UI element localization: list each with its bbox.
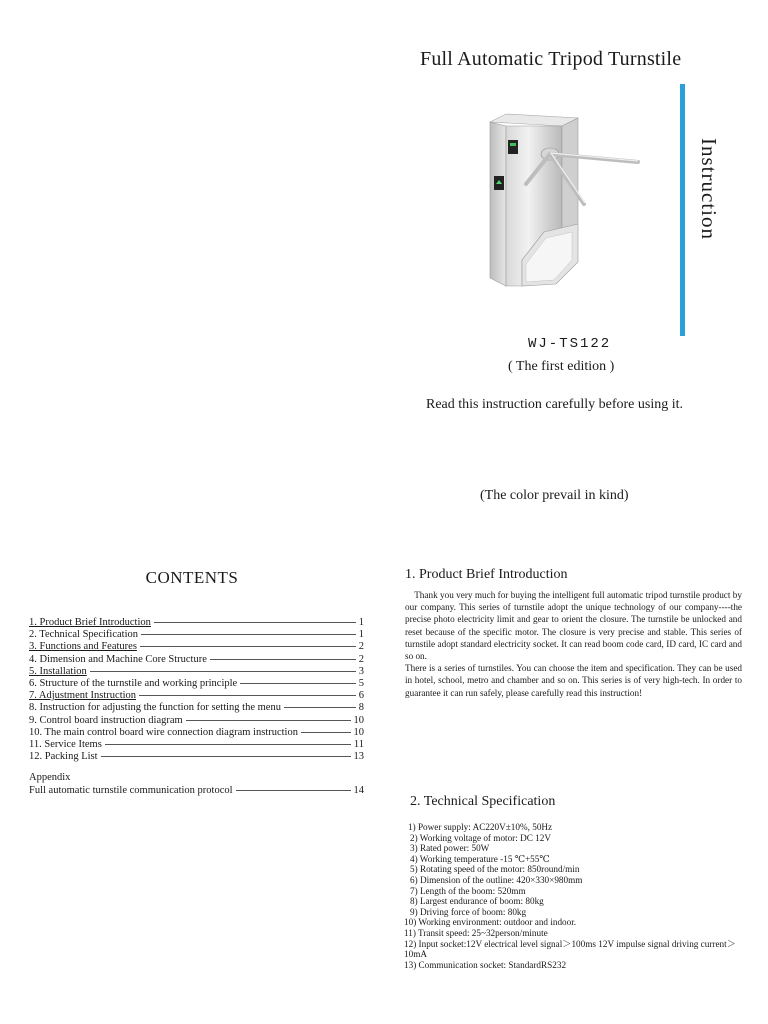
spec-item: 1) Power supply: AC220V±10%, 50Hz bbox=[408, 822, 553, 832]
appendix-label: Appendix bbox=[29, 772, 71, 783]
toc-item[interactable]: 8. Instruction for adjusting the function for setting the menu 8 bbox=[29, 702, 364, 714]
spec-item: 11) Transit speed: 25~32person/minute bbox=[404, 927, 548, 938]
toc-item[interactable]: 9. Control board instruction diagram 10 bbox=[29, 714, 364, 726]
toc-item[interactable]: 11. Service Items 11 bbox=[29, 739, 364, 751]
product-intro-body bbox=[405, 589, 742, 699]
toc-item[interactable]: 2. Technical Specification 1 bbox=[29, 629, 364, 641]
color-disclaimer: (The color prevail in kind) bbox=[480, 488, 629, 503]
document-title: Full Automatic Tripod Turnstile bbox=[420, 48, 682, 70]
table-of-contents bbox=[29, 617, 364, 763]
spec-item: 7) Length of the boom: 520mm bbox=[410, 885, 526, 896]
intro-paragraph: Thank you very much for buying the intelligent full automatic tripod turnstile product by our company. This series of turnstile adopt the unique technology of our company----the precise photo electricity limit and gear to orient the closure. The turnstile be unlocked and reset because of the specific motor. The closure is very precise and stable. This series of turnstile adopt standard electricity socket. It can read boom code card, ID card, IC card and so on. bbox=[405, 590, 742, 662]
spec-item: 2) Working voltage of motor: DC 12V bbox=[410, 832, 551, 843]
toc-item[interactable]: 6. Structure of the turnstile and working principle 5 bbox=[29, 678, 364, 690]
spec-item: 8) Largest endurance of boom: 80kg bbox=[410, 896, 544, 907]
contents-heading: CONTENTS bbox=[145, 568, 239, 587]
spec-item: 4) Working temperature -15 ℃+55℃ bbox=[410, 853, 550, 864]
toc-item[interactable]: 10. The main control board wire connection diagram instruction 10 bbox=[29, 726, 364, 738]
model-number: WJ-TS122 bbox=[528, 336, 612, 352]
edition-label: ( The first edition ) bbox=[508, 359, 615, 374]
section-heading-technical-spec: 2. Technical Specification bbox=[410, 794, 556, 809]
toc-appendix-item[interactable]: Full automatic turnstile communication protocol 14 bbox=[29, 785, 364, 796]
toc-item[interactable]: 3. Functions and Features 2 bbox=[29, 641, 364, 653]
toc-item[interactable]: 5. Installation 3 bbox=[29, 665, 364, 677]
vertical-instruction-label: Instruction bbox=[697, 138, 721, 240]
toc-item[interactable]: 4. Dimension and Machine Core Structure 2 bbox=[29, 653, 364, 665]
spec-item: 10) Working environment: outdoor and indoor. bbox=[404, 917, 577, 928]
intro-paragraph: There is a series of turnstiles. You can choose the item and specification. They can be used in hotel, school, metro and chamber and so on. This series is of very high-tech. In order to guarantee it can run safely, please carefully read this instruction! bbox=[405, 663, 742, 698]
toc-item[interactable]: 12. Packing List 13 bbox=[29, 751, 364, 763]
technical-spec-list bbox=[404, 822, 749, 970]
spec-item: 9) Driving force of boom: 80kg bbox=[410, 906, 527, 917]
read-instruction-note: Read this instruction carefully before using it. bbox=[426, 397, 683, 412]
accent-bar bbox=[680, 84, 685, 336]
section-heading-product-intro: 1. Product Brief Introduction bbox=[405, 567, 568, 582]
spec-item: 6) Dimension of the outline: 420×330×980mm bbox=[410, 874, 583, 885]
spec-item: 5) Rotating speed of the motor: 850round/min bbox=[410, 864, 580, 875]
spec-item: 12) Input socket:12V electrical level signal＞100ms 12V impulse signal driving current＞10mA bbox=[404, 938, 736, 960]
spec-item: 3) Rated power: 50W bbox=[410, 843, 490, 854]
spec-item: 13) Communication socket: StandardRS232 bbox=[404, 959, 567, 970]
toc-item[interactable]: 7. Adjustment Instruction 6 bbox=[29, 690, 364, 702]
toc-item[interactable]: 1. Product Brief Introduction 1 bbox=[29, 617, 364, 628]
turnstile-photo bbox=[486, 112, 660, 294]
